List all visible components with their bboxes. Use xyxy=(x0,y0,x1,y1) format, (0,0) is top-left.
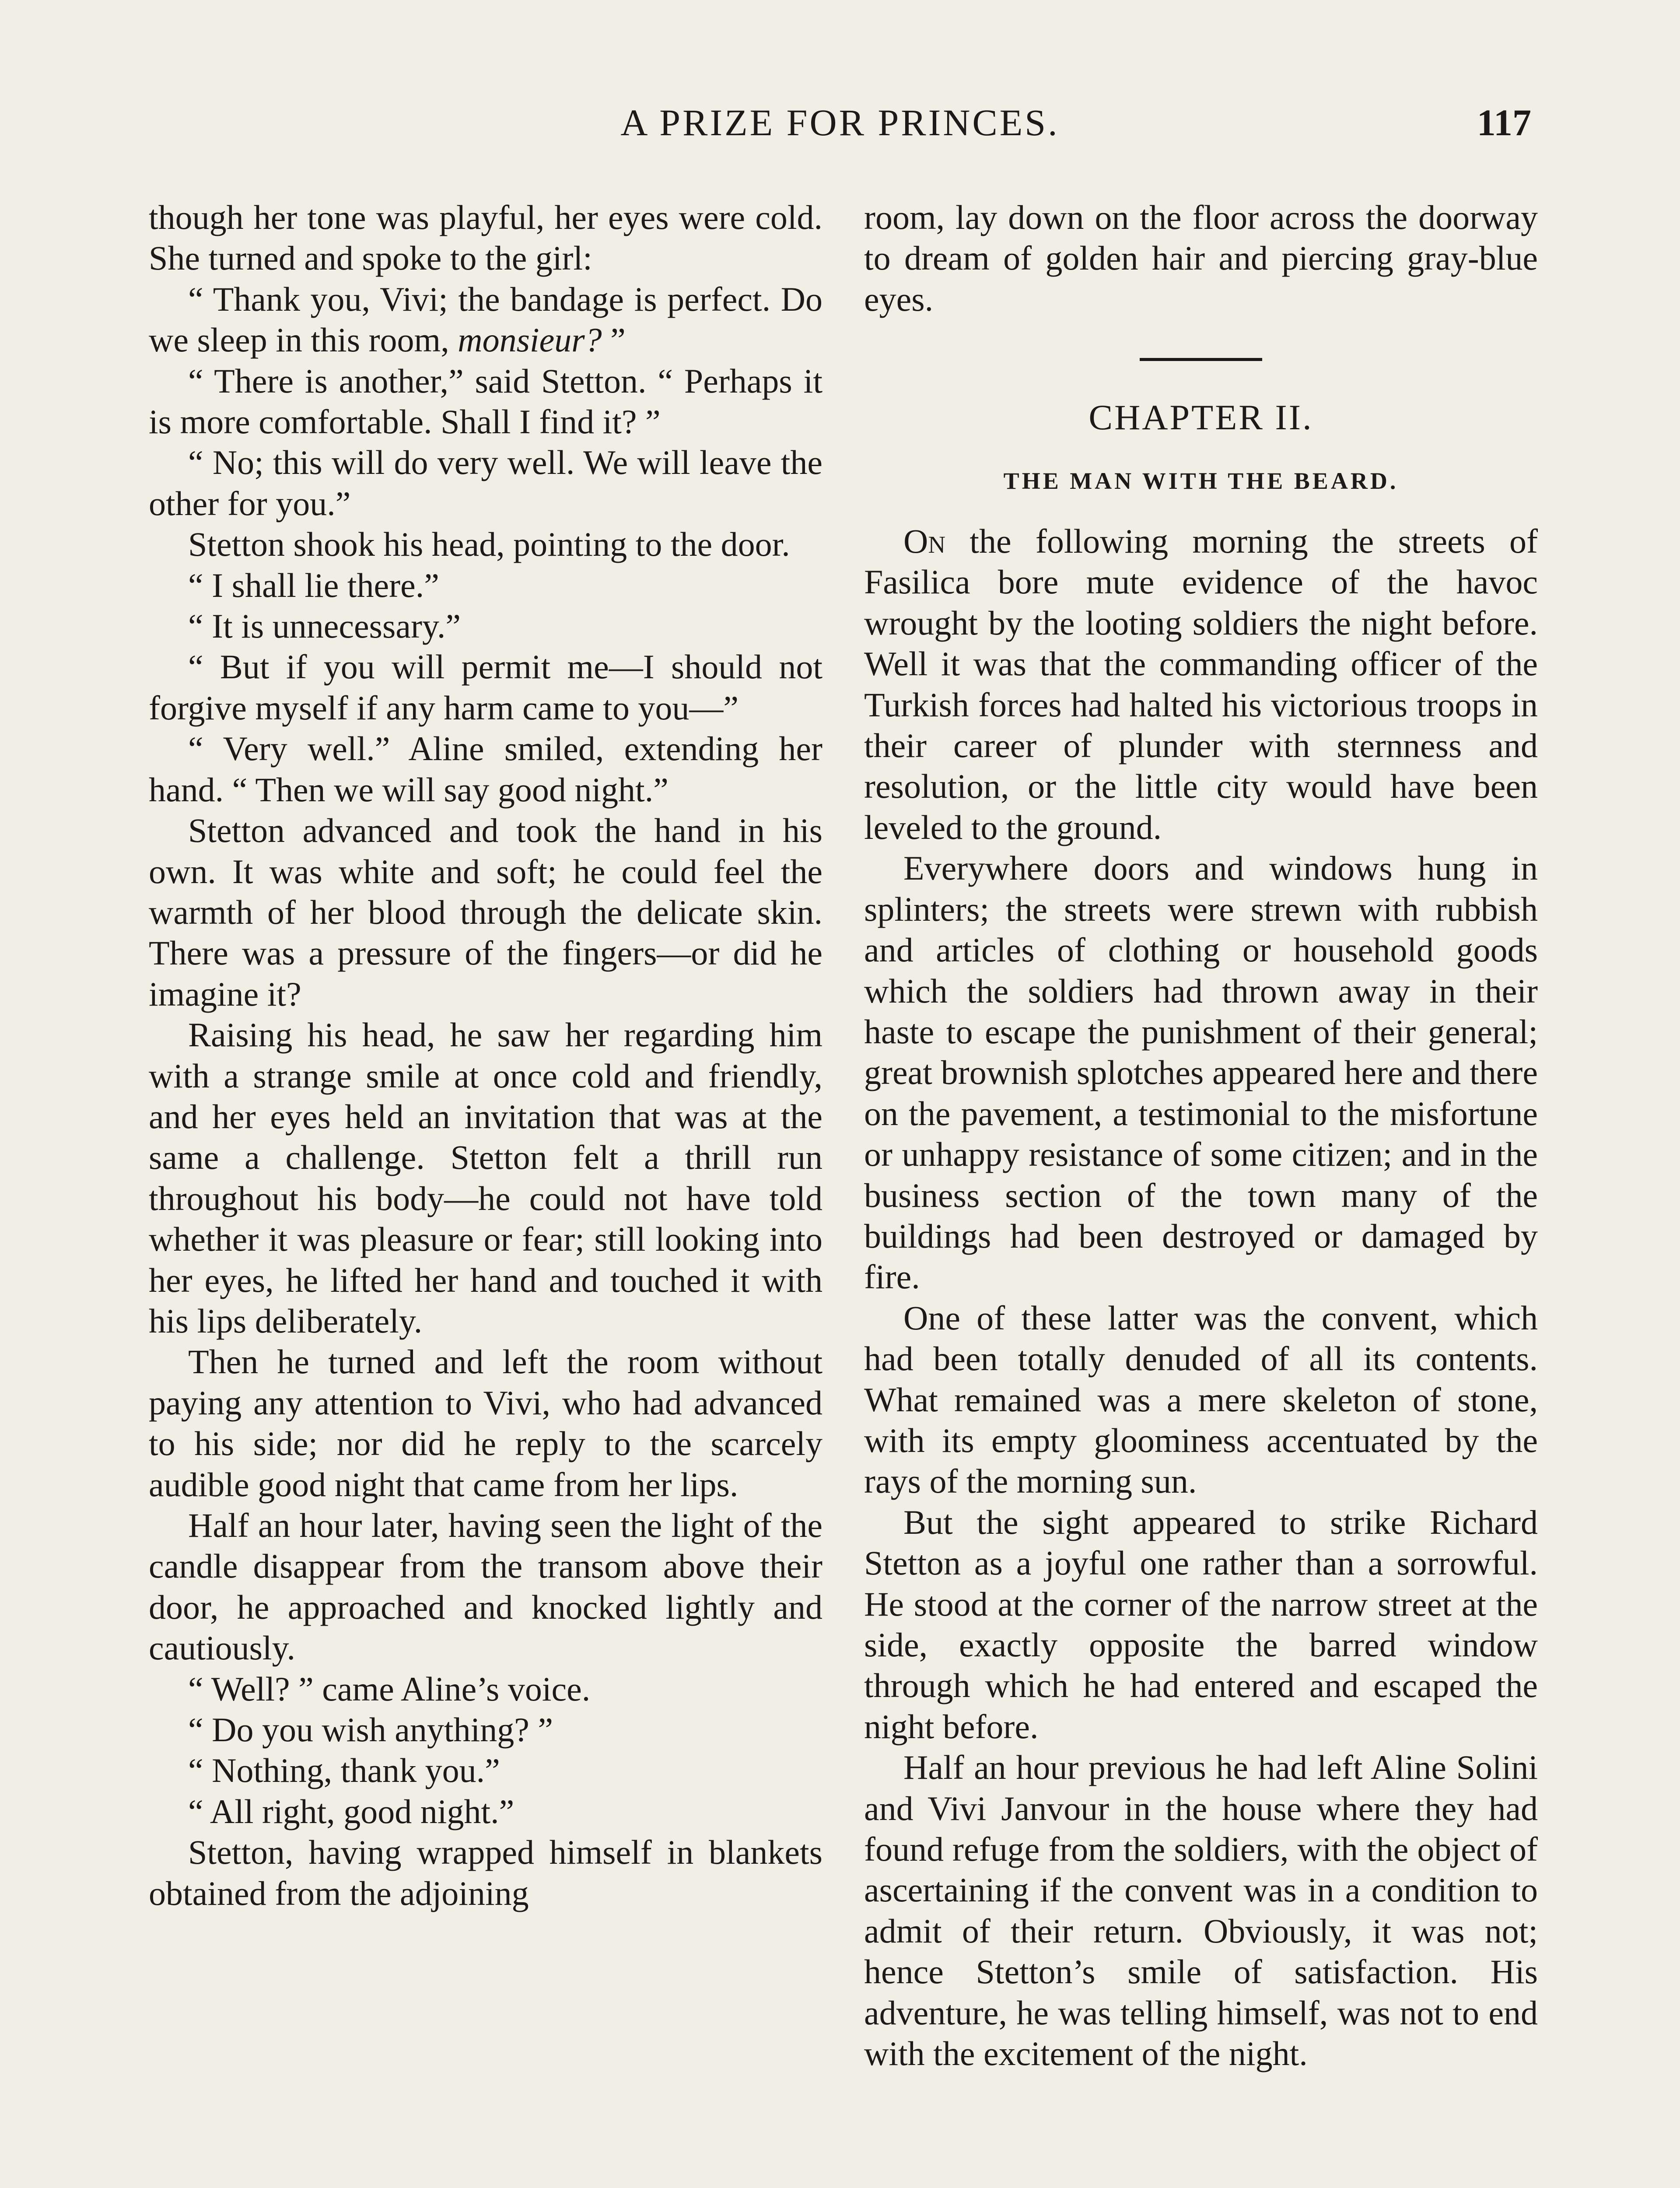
closing-quote: ” xyxy=(602,321,626,359)
paragraph xyxy=(149,279,822,361)
paragraph: But the sight appeared to strike Richard Stetton as a joyful one rather than a sorrowful. He stood at the corner of the narrow street at the side, exactly opposite the barred window through which he had entered and escaped the night before. xyxy=(864,1503,1538,1746)
running-head xyxy=(149,101,1531,158)
paragraph: Raising his head, he saw her regarding him with a strange smile at once cold and friendly, and her eyes held an invitation that was at the same a challenge. Stetton felt a thrill run throughout his body—he could not have told whether it was pleasure or fear; still looking into her eyes, he lifted her hand and touched it with his lips deliberately. xyxy=(149,1016,822,1340)
paragraph: Half an hour previous he had left Aline Solini and Vivi Janvour in the house where they had found refuge from the soldiers, with the object of ascertaining if the convent was in a condition to admit of their return. Obviously, it was not; hence Stetton’s smile of satisfaction. His adventure, he was telling himself, was not to end with the excitement of the night. xyxy=(864,1748,1538,2073)
paragraph: “ I shall lie there.” xyxy=(188,566,439,604)
chapter-heading: CHAPTER II. xyxy=(1088,397,1313,438)
opening-word: On xyxy=(903,522,946,561)
running-title: A PRIZE FOR PRINCES. xyxy=(620,102,1060,144)
paragraph: room, lay down on the floor across the doorway to dream of golden hair and piercing gray-blue eyes. xyxy=(864,198,1538,318)
paragraph xyxy=(864,521,1538,848)
right-column xyxy=(864,197,1538,2074)
paragraph: “ Do you wish anything? ” xyxy=(188,1711,553,1749)
paragraph: “ Well? ” came Aline’s voice. xyxy=(188,1669,591,1708)
section-divider xyxy=(1140,358,1262,361)
paragraph: Everywhere doors and windows hung in splinters; the streets were strewn with rubbish and articles of clothing or household goods which the soldiers had thrown away in their haste to escape the punishment of their general; great brownish splotches appeared here and there on the pavement, a testimonial to the misfortune or unhappy resistance of some citizen; and in the business section of the town many of the buildings had been destroyed or damaged by fire. xyxy=(864,849,1538,1296)
paragraph: Stetton advanced and took the hand in his own. It was white and soft; he could feel the warmth of her blood through the delicate skin. There was a pressure of the fingers—or did he imagine it? xyxy=(149,811,822,1013)
paragraph: “ Very well.” Aline smiled, extending her hand. “ Then we will say good night.” xyxy=(149,729,822,809)
paragraph: Stetton, having wrapped himself in blankets obtained from the adjoining xyxy=(149,1833,822,1912)
paragraph: Stetton shook his head, pointing to the door. xyxy=(188,525,790,564)
paragraph: Half an hour later, having seen the light of the candle disappear from the transom above their door, he approached and knocked lightly and cautiously. xyxy=(149,1506,822,1667)
paragraph-text: the following morning the streets of Fasilica bore mute evidence of the havoc wrought by the looting soldiers the night before. Well it was that the commanding officer of the Turkish forces had halted his victorious troops in their career of plunder with sternness and resolution, or the little city would have been leveled to the ground. xyxy=(864,522,1538,846)
paragraph: Then he turned and left the room without paying any attention to Vivi, who had advanced to his side; nor did he reply to the scarcely audible good night that came from her lips. xyxy=(149,1343,822,1504)
paragraph: “ All right, good night.” xyxy=(188,1792,514,1830)
paragraph: One of these latter was the convent, which had been totally denuded of all its contents. What remained was a mere skeleton of stone, with its empty gloominess accentuated by the rays of the morning sun. xyxy=(864,1298,1538,1501)
paragraph: “ Nothing, thank you.” xyxy=(188,1751,500,1790)
paragraph: “ No; this will do very well. We will leave the other for you.” xyxy=(149,443,822,522)
paragraph: “ There is another,” said Stetton. “ Perhaps it is more comfortable. Shall I find it? ” xyxy=(149,361,822,441)
paragraph: “ It is unnecessary.” xyxy=(188,607,461,645)
left-column xyxy=(149,197,822,1914)
paragraph-text: “ Thank you, Vivi; the bandage is perfect. Do we sleep in this room, xyxy=(149,280,822,359)
paragraph: though her tone was playful, her eyes were cold. She turned and spoke to the girl: xyxy=(149,198,822,277)
paragraph: “ But if you will permit me—I should not forgive myself if any harm came to you—” xyxy=(149,648,822,727)
italic-word: monsieur? xyxy=(458,321,602,359)
chapter-subtitle: THE MAN WITH THE BEARD. xyxy=(1003,467,1399,494)
page-number: 117 xyxy=(1477,102,1531,144)
